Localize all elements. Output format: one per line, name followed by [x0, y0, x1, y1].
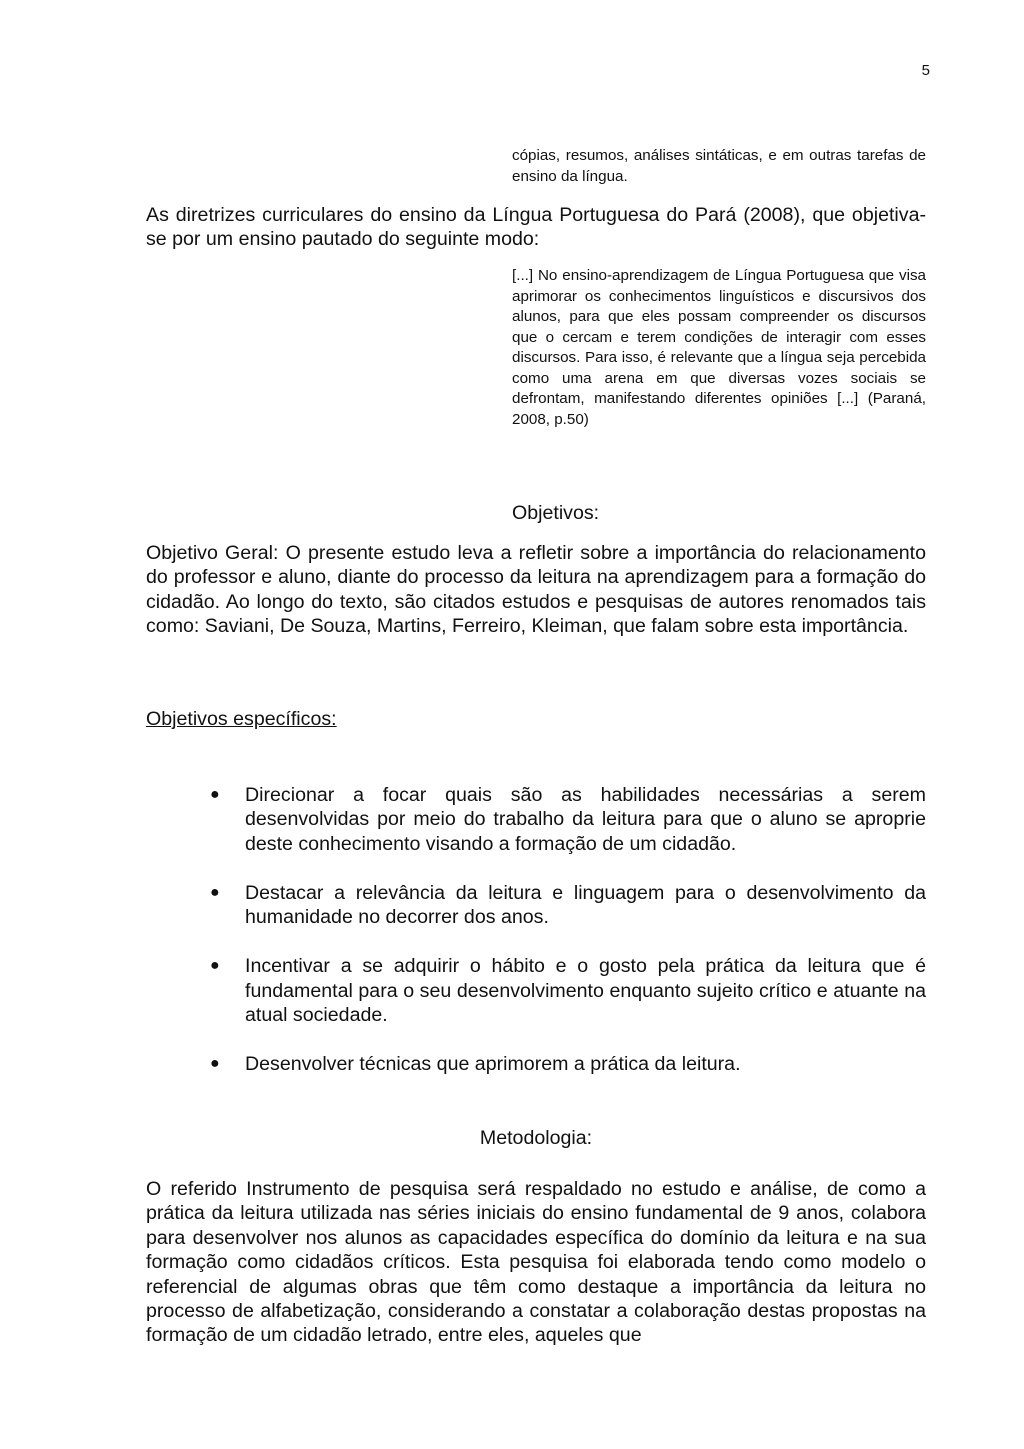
- list-item: [146, 783, 926, 856]
- list-item: [146, 881, 926, 930]
- list-item-text: Incentivar a se adquirir o hábito e o gosto pela prática da leitura que é fundamental para o seu desenvolvimento enquanto sujeito crítico e atuante na atual sociedade.: [245, 955, 926, 1027]
- metodologia-heading: Metodologia:: [479, 1127, 593, 1149]
- quote-continuation: cópias, resumos, análises sintáticas, e em outras tarefas de ensino da língua.: [512, 147, 926, 185]
- bullet-icon: ●: [210, 957, 220, 975]
- bullet-icon: ●: [210, 1055, 220, 1073]
- objetivos-heading: Objetivos:: [512, 502, 600, 524]
- bullet-icon: ●: [210, 883, 220, 901]
- list-item: [146, 954, 926, 1027]
- page-number: 5: [921, 62, 930, 79]
- list-item-text: Destacar a relevância da leitura e linguagem para o desenvolvimento da humanidade no decorrer dos anos.: [245, 881, 926, 929]
- list-item-text: Direcionar a focar quais são as habilidades necessárias a serem desenvolvidas por meio do trabalho da leitura para que o aluno se aproprie deste conhecimento visando a formação de um cidadão.: [245, 784, 926, 855]
- list-item-text: Desenvolver técnicas que aprimorem a prática da leitura.: [245, 1053, 741, 1076]
- metodologia-paragraph: O referido Instrumento de pesquisa será respaldado no estudo e análise, de como a prática da leitura utilizada nas séries iniciais do ensino fundamental de 9 anos, colabora para desenvolver nos alunos as capacidades específica do domínio da leitura e na sua formação como cidadãos críticos. Esta pesquisa foi elaborada tendo como modelo o referencial de algumas obras que têm como destaque a importância da leitura no processo de alfabetização, considerando a constatar a colaboração destas propostas na formação de um cidadão letrado, entre eles, aqueles que: [146, 1178, 926, 1347]
- list-item: [146, 1052, 926, 1076]
- citation-block: [...] No ensino-aprendizagem de Língua Portuguesa que visa aprimorar os conhecimentos linguísticos e discursivos dos alunos, para que eles possam compreender os discursos que o cercam e terem condições de interagir com esses discursos. Para isso, é relevante que a língua seja percebida como uma arena em que diversas vozes sociais se defrontam, manifestando diferentes opiniões [...] (Paraná, 2008, p.50): [512, 267, 926, 428]
- intro-paragraph: As diretrizes curriculares do ensino da Língua Portuguesa do Pará (2008), que objetiva-se por um ensino pautado do seguinte modo:: [146, 204, 926, 251]
- objetivos-especificos-list: [146, 783, 926, 1101]
- objetivo-geral-paragraph: Objetivo Geral: O presente estudo leva a refletir sobre a importância do relacionamento do professor e aluno, diante do processo da leitura na aprendizagem para a formação do cidadão. Ao longo do texto, são citados estudos e pesquisas de autores renomados tais como: Saviani, De Souza, Martins, Ferreiro, Kleiman, que falam sobre esta importância.: [146, 542, 926, 638]
- objetivos-especificos-heading: Objetivos específicos:: [146, 708, 337, 730]
- bullet-icon: ●: [210, 786, 220, 803]
